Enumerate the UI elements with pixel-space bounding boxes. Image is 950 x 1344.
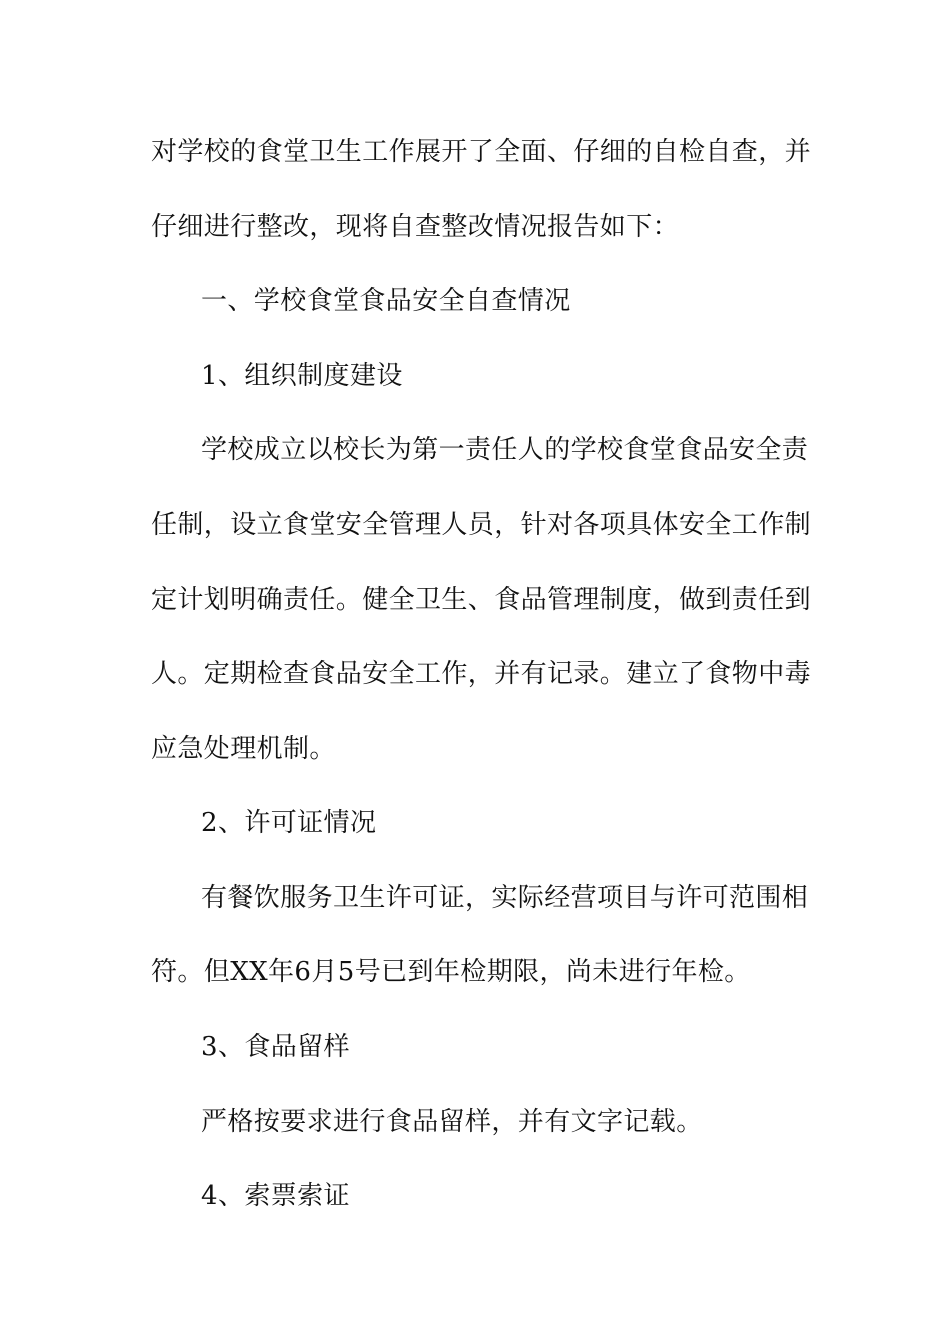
body-text-line: 仔细进行整改，现将自查整改情况报告如下：: [151, 212, 680, 242]
body-text-line: 严格按要求进行食品留样，并有文字记载。: [201, 1107, 703, 1137]
body-text-line: 有餐饮服务卫生许可证，实际经营项目与许可范围相: [201, 883, 809, 913]
body-text-line: 对学校的食堂卫生工作展开了全面、仔细的自检自查，并: [151, 137, 812, 167]
subsection-heading: 2、许可证情况: [201, 808, 377, 838]
subsection-heading: 3、食品留样: [201, 1032, 350, 1062]
body-text-line: 符。但XX年6月5号已到年检期限，尚未进行年检。: [151, 957, 751, 987]
subsection-heading: 4、索票索证: [201, 1181, 350, 1211]
body-text-line: 任制，设立食堂安全管理人员，针对各项具体安全工作制: [151, 510, 812, 540]
body-text-line: 学校成立以校长为第一责任人的学校食堂食品安全责: [201, 435, 809, 465]
subsection-heading: 1、组织制度建设: [201, 361, 403, 391]
body-text-line: 定计划明确责任。健全卫生、食品管理制度，做到责任到: [151, 585, 812, 615]
section-heading: 一、学校食堂食品安全自查情况: [201, 286, 571, 316]
body-text-line: 人。定期检查食品安全工作，并有记录。建立了食物中毒: [151, 659, 812, 689]
body-text-line: 应急处理机制。: [151, 734, 336, 764]
